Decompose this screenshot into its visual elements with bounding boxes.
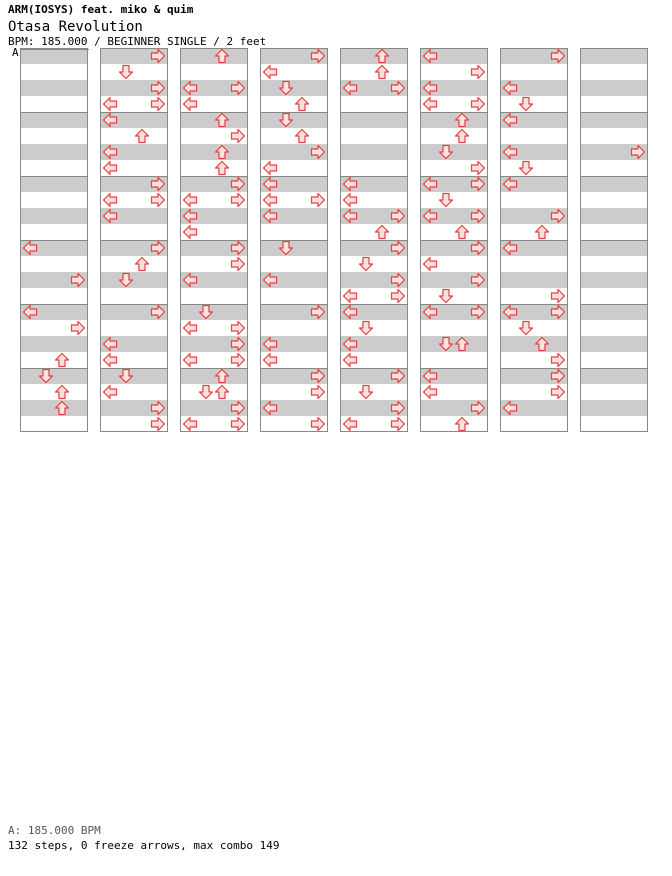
chart-column bbox=[340, 48, 408, 432]
arrow-down-icon bbox=[440, 194, 453, 207]
arrow-right-icon bbox=[152, 194, 165, 207]
beat-stripe bbox=[20, 144, 88, 160]
beat-stripe bbox=[420, 112, 488, 128]
beat-stripe bbox=[500, 272, 568, 288]
song-title: Otasa Revolution bbox=[8, 19, 143, 35]
beat-stripe bbox=[260, 112, 328, 128]
arrow-right-icon bbox=[552, 290, 565, 303]
arrow-left-icon bbox=[344, 194, 357, 207]
arrow-right-icon bbox=[232, 418, 245, 431]
bpm-marker-label: A bbox=[12, 46, 19, 59]
arrow-right-icon bbox=[312, 418, 325, 431]
arrow-up-icon bbox=[216, 162, 229, 175]
beat-stripe bbox=[20, 80, 88, 96]
beat-stripe bbox=[20, 400, 88, 416]
arrow-right-icon bbox=[472, 98, 485, 111]
arrow-right-icon bbox=[472, 66, 485, 79]
beat-stripe bbox=[340, 144, 408, 160]
arrow-right-icon bbox=[152, 418, 165, 431]
beat-stripe bbox=[340, 48, 408, 64]
arrow-left-icon bbox=[184, 226, 197, 239]
bpm-legend: A: 185.000 BPM bbox=[8, 824, 101, 837]
beat-stripe bbox=[580, 272, 648, 288]
arrow-right-icon bbox=[232, 130, 245, 143]
arrow-down-icon bbox=[360, 258, 373, 271]
arrow-down-icon bbox=[360, 322, 373, 335]
arrow-up-icon bbox=[56, 354, 69, 367]
beat-stripe bbox=[180, 48, 248, 64]
chart-column bbox=[580, 48, 648, 432]
arrow-right-icon bbox=[72, 322, 85, 335]
arrow-left-icon bbox=[184, 354, 197, 367]
arrow-down-icon bbox=[440, 290, 453, 303]
arrow-right-icon bbox=[232, 258, 245, 271]
beat-stripe bbox=[580, 240, 648, 256]
beat-stripe bbox=[180, 112, 248, 128]
arrow-right-icon bbox=[312, 386, 325, 399]
chart-info: BPM: 185.000 / BEGINNER SINGLE / 2 feet bbox=[8, 35, 267, 48]
arrow-up-icon bbox=[376, 226, 389, 239]
beat-stripe bbox=[580, 208, 648, 224]
arrow-left-icon bbox=[104, 354, 117, 367]
arrow-left-icon bbox=[264, 354, 277, 367]
beat-stripe bbox=[580, 304, 648, 320]
arrow-left-icon bbox=[104, 194, 117, 207]
beat-stripe bbox=[580, 400, 648, 416]
arrow-up-icon bbox=[456, 418, 469, 431]
arrow-left-icon bbox=[184, 194, 197, 207]
arrow-left-icon bbox=[104, 386, 117, 399]
arrow-left-icon bbox=[264, 194, 277, 207]
arrow-down-icon bbox=[120, 66, 133, 79]
arrow-left-icon bbox=[104, 98, 117, 111]
beat-stripe bbox=[500, 336, 568, 352]
chart-column bbox=[260, 48, 328, 432]
beat-stripe bbox=[20, 112, 88, 128]
beat-stripe bbox=[420, 144, 488, 160]
arrow-left-icon bbox=[184, 418, 197, 431]
arrow-right-icon bbox=[312, 194, 325, 207]
arrow-up-icon bbox=[216, 386, 229, 399]
arrow-left-icon bbox=[184, 98, 197, 111]
arrow-right-icon bbox=[232, 322, 245, 335]
chart-column bbox=[20, 48, 88, 432]
arrow-up-icon bbox=[296, 98, 309, 111]
beat-stripe bbox=[20, 208, 88, 224]
beat-stripe bbox=[580, 48, 648, 64]
arrow-down-icon bbox=[200, 386, 213, 399]
arrow-right-icon bbox=[232, 354, 245, 367]
beat-stripe bbox=[20, 176, 88, 192]
arrow-left-icon bbox=[424, 258, 437, 271]
arrow-right-icon bbox=[392, 418, 405, 431]
beat-stripe bbox=[100, 368, 168, 384]
beat-stripe bbox=[340, 112, 408, 128]
beat-stripe bbox=[180, 368, 248, 384]
arrow-down-icon bbox=[360, 386, 373, 399]
arrow-up-icon bbox=[56, 386, 69, 399]
arrow-right-icon bbox=[552, 354, 565, 367]
beat-stripe bbox=[580, 176, 648, 192]
beat-stripe bbox=[100, 272, 168, 288]
arrow-left-icon bbox=[344, 354, 357, 367]
arrow-up-icon bbox=[456, 130, 469, 143]
beat-stripe bbox=[260, 240, 328, 256]
arrow-up-icon bbox=[456, 226, 469, 239]
arrow-right-icon bbox=[472, 162, 485, 175]
chart-column bbox=[500, 48, 568, 432]
beat-stripe bbox=[260, 80, 328, 96]
arrow-up-icon bbox=[136, 130, 149, 143]
beat-stripe bbox=[580, 336, 648, 352]
arrow-down-icon bbox=[520, 322, 533, 335]
arrow-left-icon bbox=[184, 322, 197, 335]
arrow-up-icon bbox=[536, 226, 549, 239]
song-artist: ARM(IOSYS) feat. miko & quim bbox=[8, 3, 194, 16]
arrow-left-icon bbox=[344, 418, 357, 431]
arrow-left-icon bbox=[424, 98, 437, 111]
beat-stripe bbox=[580, 368, 648, 384]
arrow-down-icon bbox=[520, 98, 533, 111]
beat-stripe bbox=[20, 368, 88, 384]
arrow-up-icon bbox=[136, 258, 149, 271]
beat-stripe bbox=[420, 336, 488, 352]
arrow-up-icon bbox=[376, 66, 389, 79]
arrow-down-icon bbox=[520, 162, 533, 175]
beat-stripe bbox=[180, 304, 248, 320]
arrow-left-icon bbox=[264, 66, 277, 79]
arrow-left-icon bbox=[264, 162, 277, 175]
arrow-right-icon bbox=[232, 194, 245, 207]
arrow-up-icon bbox=[296, 130, 309, 143]
arrow-left-icon bbox=[344, 290, 357, 303]
arrow-right-icon bbox=[152, 98, 165, 111]
beat-stripe bbox=[20, 336, 88, 352]
beat-stripe bbox=[580, 80, 648, 96]
chart-column bbox=[180, 48, 248, 432]
arrow-right-icon bbox=[552, 386, 565, 399]
bpm-marker-line bbox=[21, 49, 89, 50]
chart-column bbox=[420, 48, 488, 432]
beat-stripe bbox=[180, 144, 248, 160]
beat-stripe bbox=[20, 48, 88, 64]
beat-stripe bbox=[580, 112, 648, 128]
arrow-left-icon bbox=[424, 386, 437, 399]
arrow-left-icon bbox=[104, 162, 117, 175]
arrow-right-icon bbox=[392, 290, 405, 303]
chart-column bbox=[100, 48, 168, 432]
step-stats: 132 steps, 0 freeze arrows, max combo 149 bbox=[8, 839, 280, 852]
